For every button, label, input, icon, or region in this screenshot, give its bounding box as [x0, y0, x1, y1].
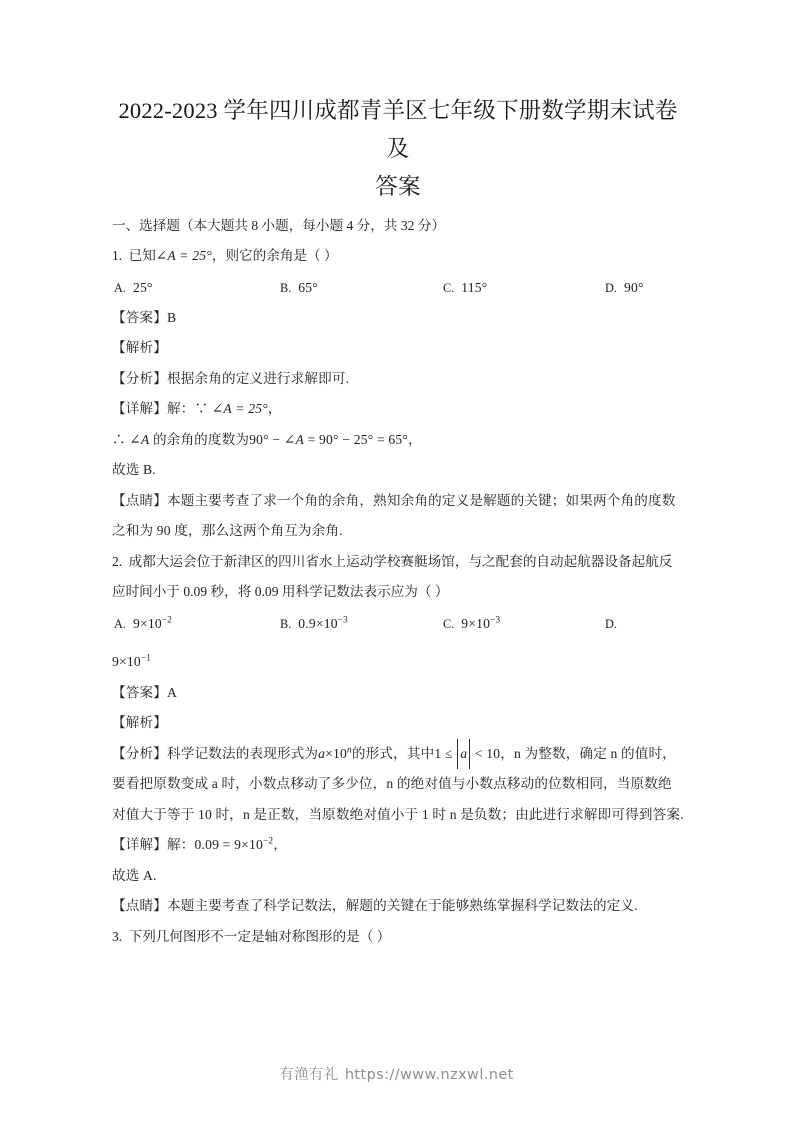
- page-title: [112, 92, 684, 206]
- question-1-detail-line2-lead: ∴: [112, 431, 130, 447]
- option-1-a[interactable]: [114, 272, 153, 304]
- question-1-stem-suffix: ，则它的余角是（ ）: [211, 248, 338, 263]
- document-content: [112, 92, 684, 952]
- question-2-keypoint-text: 本题主要考查了科学记数法，解题的关键在于能够熟练掌握科学记数法的定义.: [166, 898, 638, 913]
- option-2-c-label: C.: [443, 616, 455, 631]
- question-2-answer: [112, 678, 684, 709]
- question-1-detail-line2-tail: ，: [408, 431, 422, 447]
- option-1-a-value: 25°: [132, 279, 153, 295]
- question-1-detail-lead: 解：∵: [166, 401, 212, 416]
- question-1-answer-value: B: [166, 309, 177, 325]
- question-2-analysis-text-p3: ，n 为整数，确定 n 的值时，要看把原数变成 a 时，小数点移动了多少位，n 的绝对值与小数点移动的位数相同，当原数绝对值大于等于 10 时，n 是正数，当原数绝对值小于 1 时 n 是负数；由此进行求解即可得到答案.: [112, 745, 684, 822]
- section-heading: 一、选择题（本大题共 8 小题，每小题 4 分，共 32 分）: [112, 218, 446, 233]
- question-2-answer-value: A: [166, 684, 177, 700]
- question-2-analysis-tag: 【分析】: [112, 745, 167, 761]
- option-1-c-value: 115°: [461, 279, 488, 295]
- question-1-answer: [112, 303, 684, 334]
- question-1-detail-line2-angle: ∠A: [129, 431, 150, 447]
- question-1-explain-tag: 【解析】: [112, 340, 167, 355]
- option-2-a-label: A.: [114, 616, 126, 631]
- question-1-detail-line-1: [112, 394, 684, 425]
- question-2-analysis-math-1: $a\times 10^n$: [318, 743, 352, 761]
- question-2-analysis-math-2: 1 ≤ a < 10: [434, 746, 500, 761]
- question-1-detail-tag: 【详解】: [112, 401, 167, 416]
- option-2-a-value: $9\times 10^{-2}$: [132, 613, 173, 631]
- option-2-d-value: $9\times 10^{-1}$: [112, 651, 152, 669]
- option-1-a-label: A.: [114, 280, 126, 295]
- question-2-options: [112, 608, 684, 639]
- question-1-detail-math-1: ∠A = 25°: [211, 401, 268, 416]
- option-2-d-overflow-value[interactable]: [112, 639, 684, 678]
- option-2-b[interactable]: [280, 608, 348, 640]
- question-1-stem-prefix: 已知: [128, 248, 156, 263]
- question-1-number: 1.: [112, 248, 123, 263]
- option-2-b-label: B.: [280, 616, 292, 631]
- question-1-analysis: [112, 364, 684, 395]
- option-1-d[interactable]: [605, 272, 644, 304]
- question-1-answer-tag: 【答案】: [112, 309, 167, 325]
- question-1-options: [112, 272, 684, 303]
- question-1-keypoint-tag: 【点睛】: [112, 492, 167, 508]
- option-1-c-label: C.: [443, 280, 455, 295]
- question-1-analysis-text: 根据余角的定义进行求解即可.: [166, 370, 350, 386]
- question-1-stem: [112, 241, 684, 272]
- question-2-detail-math: $0.09 = 9\times 10^{-2}$: [194, 835, 274, 852]
- question-2-keypoint: [112, 891, 684, 922]
- question-2-analysis-text-p1: 科学记数法的表现形式为: [166, 745, 319, 761]
- page-title-line2: 答案: [375, 174, 421, 199]
- option-1-c[interactable]: [443, 272, 487, 304]
- question-1-keypoint-text: 本题主要考查了求一个角的余角，熟知余角的定义是解题的关键；如果两个角的度数之和为 90 度，那么这两个角互为余角.: [112, 492, 676, 538]
- question-2-conclusion: 故选 A.: [112, 867, 157, 883]
- question-2-detail-tail: ，: [273, 837, 287, 852]
- option-1-b-value: 65°: [298, 279, 318, 295]
- page-title-line1: 2022-2023 学年四川成都青羊区七年级下册数学期末试卷及: [118, 98, 678, 161]
- question-1-analysis-tag: 【分析】: [112, 370, 167, 386]
- question-2-detail: [112, 830, 684, 861]
- question-1-stem-math: ∠A = 25°: [155, 248, 212, 263]
- question-2-keypoint-tag: 【点睛】: [112, 898, 167, 913]
- option-1-d-label: D.: [605, 280, 617, 295]
- option-2-d[interactable]: [605, 608, 624, 640]
- question-2-explain-tag: 【解析】: [112, 715, 167, 730]
- question-1-detail-line2-math: 90° − ∠A = 90° − 25° = 65°: [249, 431, 409, 447]
- option-1-d-value: 90°: [623, 279, 644, 295]
- question-2-analysis-text-p2: 的形式，其中: [351, 745, 435, 761]
- question-1-detail-line2-mid: 的余角的度数为: [149, 431, 250, 447]
- option-2-c[interactable]: [443, 608, 500, 640]
- watermark-url: https://www.nzxwl.net: [344, 1067, 514, 1083]
- option-2-d-label: D.: [605, 616, 617, 631]
- question-3-stem-text: 下列几何图形不一定是轴对称图形的是（ ）: [128, 928, 391, 944]
- question-2-detail-tag: 【详解】: [112, 837, 167, 852]
- question-3-number: 3.: [112, 928, 123, 944]
- question-2-stem-text: 成都大运会位于新津区的四川省水上运动学校赛艇场馆，与之配套的自动起航器设备起航反应时间小于 0.09 秒，将 0.09 用科学记数法表示应为（ ）: [112, 553, 673, 599]
- question-2-stem: [112, 547, 684, 608]
- footer-watermark: [0, 1063, 793, 1084]
- option-1-b-label: B.: [280, 280, 292, 295]
- question-2-detail-lead: 解：: [166, 837, 195, 852]
- question-2-analysis: [112, 739, 684, 831]
- question-1-conclusion: 故选 B.: [112, 462, 156, 477]
- question-1-detail-math-1-tail: ，: [267, 401, 282, 416]
- option-2-c-value: $9\times 10^{-3}$: [461, 613, 501, 631]
- question-2-answer-tag: 【答案】: [112, 684, 167, 700]
- question-1-detail-line-2: [112, 425, 684, 456]
- question-2-number: 2.: [112, 553, 123, 569]
- question-1-keypoint: [112, 486, 684, 547]
- option-2-a[interactable]: [114, 608, 172, 640]
- watermark-brand: 有渔有礼: [279, 1067, 339, 1083]
- option-2-b-value: $0.9\times 10^{-3}$: [298, 613, 348, 631]
- option-1-b[interactable]: [280, 272, 318, 304]
- question-3-stem: [112, 922, 684, 953]
